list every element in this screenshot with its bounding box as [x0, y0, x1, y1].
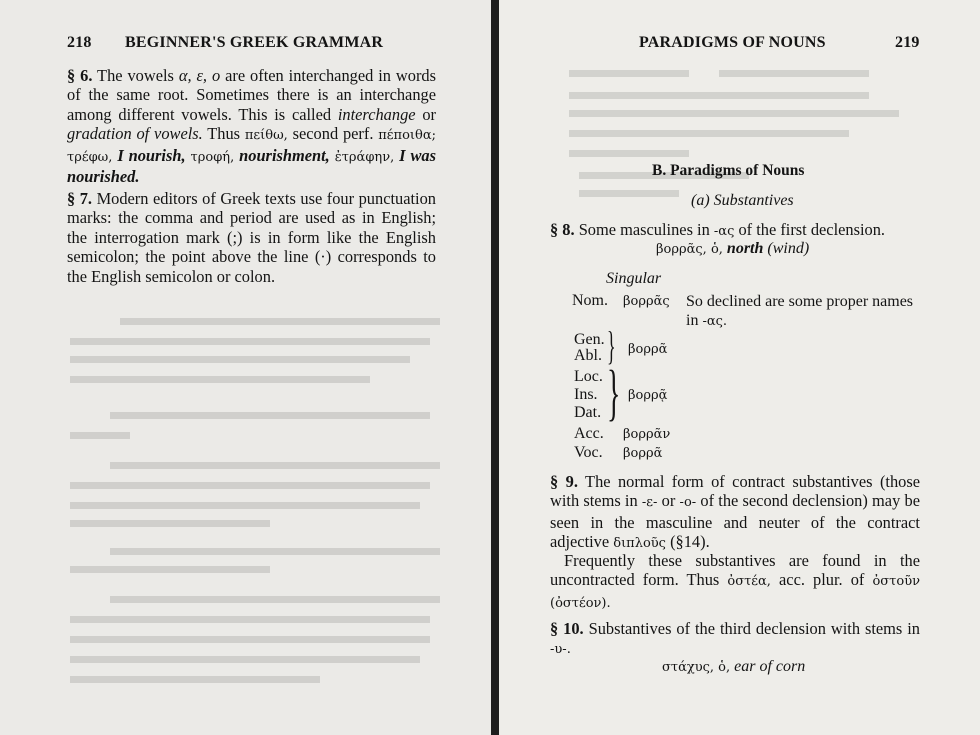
heading-substantives: (a) Substantives: [691, 192, 794, 209]
case-nom-form: βορρᾶς: [623, 294, 670, 309]
case-ins-label: Ins.: [574, 386, 598, 403]
left-page-number: 218: [67, 34, 92, 51]
case-voc-label: Voc.: [574, 444, 603, 461]
right-running-head: PARADIGMS OF NOUNS: [639, 34, 826, 51]
number-label-singular: Singular: [606, 270, 662, 287]
paradigm-lemma: βορρᾶς, ὁ, north (wind): [656, 240, 810, 257]
case-loc-ins-dat-form: βορρᾷ: [628, 388, 668, 403]
brace-gen-abl: }: [607, 323, 616, 368]
right-page-number: 219: [895, 34, 920, 51]
section-8-number: § 8.: [550, 220, 575, 239]
case-voc-form: βορρᾶ: [623, 446, 663, 461]
left-running-head: BEGINNER'S GREEK GRAMMAR: [125, 34, 384, 51]
case-abl-label: Abl.: [574, 347, 602, 364]
right-page: [499, 0, 980, 735]
section-6: § 6. The vowels α, ε, ο are often interchanged in words of the same root. Sometimes there is an interchange among different vowels. This is called interchange or gradation of vowels. Thus πείθω, second perf. πέποιθα; τρέφω, I nourish, τροφή, nourishment, ἐτράφην, I was nourished.: [67, 66, 436, 187]
section-6-number: § 6.: [67, 66, 93, 85]
case-gen-abl-form: βορρᾶ: [628, 342, 668, 357]
section-10-number: § 10.: [550, 619, 584, 638]
term-interchange: interchange: [337, 104, 416, 124]
case-acc-form: βορρᾶν: [623, 427, 671, 442]
case-loc-label: Loc.: [574, 368, 603, 385]
section-7-number: § 7.: [67, 189, 93, 208]
section-9: § 9. The normal form of contract substantives (those with stems in -ε- or -ο- of the second declension) may be seen in the masculine and neuter of the contract adjective διπλοῦς (§14).: [550, 472, 920, 552]
section-10: § 10. Substantives of the third declension with stems in -υ-.: [550, 619, 921, 658]
section-7: § 7. Modern editors of Greek texts use four punctuation marks: the comma and period are used as in English; the interrogation mark (;) is in form like the English semicolon; the point above the line (·) corresponds to the English semicolon or colon.: [67, 189, 436, 286]
brace-loc-ins-dat: }: [607, 359, 621, 427]
heading-paradigms-of-nouns: B. Paradigms of Nouns: [652, 162, 805, 179]
case-gen-label: Gen.: [574, 331, 605, 348]
case-acc-label: Acc.: [574, 425, 604, 442]
section-9-number: § 9.: [550, 472, 578, 491]
term-gradation: gradation of vowels.: [67, 124, 203, 144]
section-9-paragraph-2: Frequently these substantives are found in the uncontracted form. Thus ὀστέα, acc. plur. of ὀστοῦν (ὀστέον).: [550, 551, 920, 611]
section-8: § 8. Some masculines in -ας of the first declension.: [550, 220, 886, 239]
section-10-lemma: στάχυς, ὁ, ear of corn: [662, 658, 806, 675]
case-nom-label: Nom.: [572, 292, 608, 309]
paradigm-note: So declined are some proper names in -ας.: [686, 293, 914, 330]
book-gutter: [491, 0, 499, 735]
case-dat-label: Dat.: [574, 404, 602, 421]
